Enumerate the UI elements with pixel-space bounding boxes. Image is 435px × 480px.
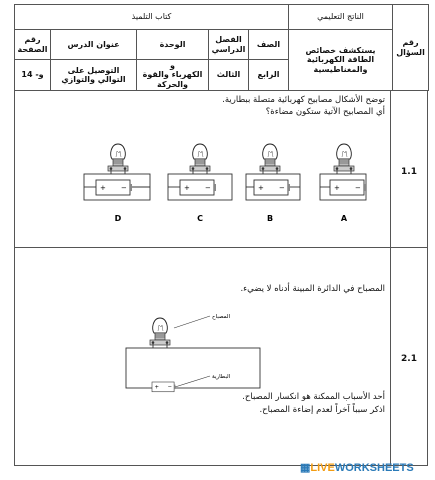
unit-value	[137, 60, 209, 91]
battery-minus: −	[121, 184, 127, 192]
student-book-header: كتاب التلميذ	[15, 5, 289, 30]
circuit-c-battery	[180, 180, 216, 195]
lamp-label: المصباح	[212, 314, 231, 320]
question-number-header: رقم السؤال	[393, 5, 429, 91]
logo-part2: WORKSHEETS	[334, 462, 414, 474]
unit-header: الوحدة	[137, 30, 209, 60]
lesson-value: التوصيل على التوالي والتوازي	[51, 60, 137, 91]
unit-value-text: الكهرباء والقوة والحركة	[142, 70, 203, 89]
question-number-1-1: 1.1	[401, 167, 417, 177]
liveworksheets-logo	[300, 461, 414, 474]
semester-header: الفصل الدراسي	[209, 30, 249, 60]
label-d: D	[114, 214, 122, 223]
battery-label: البطارية	[212, 374, 231, 380]
battery-minus: −	[167, 384, 172, 391]
grade-header: الصف	[249, 30, 289, 60]
circuit-d-battery	[96, 180, 132, 195]
circuit-b	[246, 144, 300, 200]
label-b: B	[266, 214, 274, 223]
question-1-1-line2: أي المصابيح الآتية ستكون مضاءة؟	[265, 107, 385, 117]
circuit-2-1-wire	[126, 348, 260, 388]
battery-pointer	[175, 376, 210, 387]
lamp-pointer	[174, 316, 210, 328]
label-a: A	[340, 214, 348, 223]
outcome-text: يستكشف خصائص الطاقة الكهربائية والمغناطيسية	[289, 30, 393, 91]
battery-plus: +	[258, 184, 264, 192]
semester-value: الثالث	[209, 60, 249, 91]
question-1-1-line1: توضح الأشكال مصابيح كهربائية متصلة ببطارية.	[222, 95, 385, 105]
battery-plus: +	[334, 184, 340, 192]
battery-minus: −	[279, 184, 285, 192]
circuit-b-battery	[254, 180, 290, 195]
circuit-2-1-lamp	[150, 318, 170, 345]
circuit-diagrams	[14, 90, 390, 240]
battery-minus: −	[205, 184, 211, 192]
question-number-2-1: 2.1	[401, 354, 417, 364]
logo-part1: LIVE	[310, 462, 335, 474]
circuit-a-battery	[330, 180, 366, 195]
header-table	[14, 4, 429, 91]
question-2-1-line3: اذكر سبباً آخراً لعدم إضاءة المصباح.	[259, 405, 385, 415]
circuit-2-1-battery	[152, 382, 175, 392]
page-value: و- 14	[15, 60, 51, 91]
circuit-2-1	[14, 300, 390, 400]
lesson-title-header: عنوان الدرس	[51, 30, 137, 60]
unit-prefix: و	[170, 61, 175, 71]
logo-icon: ▦	[300, 462, 311, 474]
battery-minus: −	[355, 184, 361, 192]
circuit-d	[84, 144, 150, 200]
battery-plus: +	[154, 384, 159, 391]
learning-outcome-header: الناتج التعليمي	[289, 5, 393, 30]
battery-plus: +	[100, 184, 106, 192]
page-number-header: رقم الصفحة	[15, 30, 51, 60]
grade-value: الرابع	[249, 60, 289, 91]
question-2-1-line1: المصباح في الدائرة المبينة أدناه لا يضيء.	[240, 284, 385, 294]
circuit-a-drawing	[320, 144, 366, 200]
circuit-c	[168, 144, 232, 200]
label-c: C	[197, 214, 203, 223]
question-2-1-line2: أحد الأسباب الممكنة هو انكسار المصباح.	[242, 392, 385, 402]
battery-plus: +	[184, 184, 190, 192]
